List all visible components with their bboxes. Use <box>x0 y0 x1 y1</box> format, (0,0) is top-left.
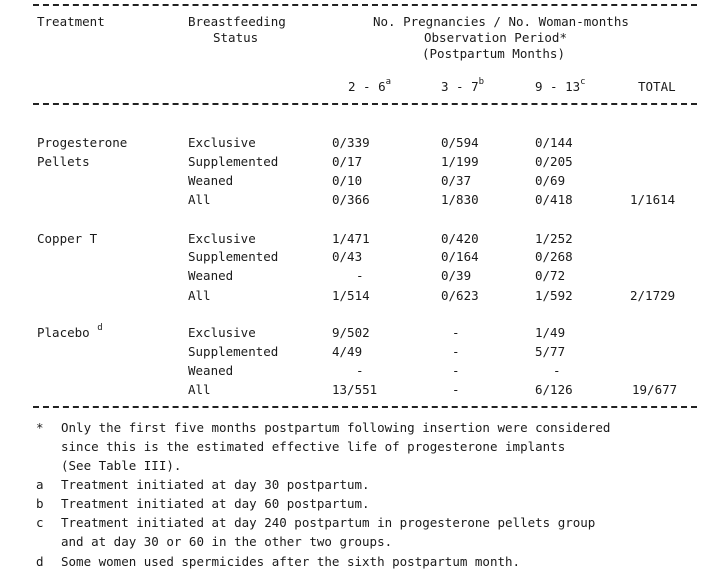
cell-value: 0/164 <box>441 249 479 264</box>
cell-value: 0/37 <box>441 173 472 188</box>
cell-value: 1/592 <box>535 288 573 303</box>
cell-value: 0/594 <box>441 135 479 150</box>
group-name-copper-t: Copper T <box>37 231 98 246</box>
group-name-progesterone-line2: Pellets <box>37 154 90 169</box>
cell-value: 9/502 <box>332 325 370 340</box>
status-label: Weaned <box>188 268 234 283</box>
cell-value: 6/126 <box>535 382 573 397</box>
footnote-mark: * <box>36 420 44 435</box>
cell-value: 0/43 <box>332 249 363 264</box>
cell-value: 13/551 <box>332 382 378 397</box>
cell-value: 0/205 <box>535 154 573 169</box>
cell-value: - <box>452 363 460 378</box>
cell-value: 1/199 <box>441 154 479 169</box>
footnote-text: Treatment initiated at day 240 postpartum in progesterone pellets group <box>61 515 596 530</box>
cell-value: - <box>452 382 460 397</box>
footnote-mark: a <box>36 477 44 492</box>
cell-value: 0/366 <box>332 192 370 207</box>
status-label: Weaned <box>188 173 234 188</box>
status-label: Exclusive <box>188 135 256 150</box>
status-label: Supplemented <box>188 154 279 169</box>
cell-total: 19/677 <box>632 382 678 397</box>
status-label: All <box>188 382 211 397</box>
header-bf-status-line2: Status <box>213 30 259 45</box>
cell-value: - <box>553 363 561 378</box>
footnote-text: Treatment initiated at day 60 postpartum. <box>61 496 370 511</box>
cell-value: 1/252 <box>535 231 573 246</box>
bottom-rule <box>33 406 697 408</box>
cell-value: - <box>356 268 364 283</box>
header-period-2: 3 - 7$^b$ <box>441 77 485 94</box>
status-label: Exclusive <box>188 231 256 246</box>
footnote-mark: c <box>36 515 44 530</box>
cell-value: 1/471 <box>332 231 370 246</box>
cell-total: 1/1614 <box>630 192 676 207</box>
header-rule <box>33 103 697 105</box>
status-label: All <box>188 288 211 303</box>
cell-value: 0/623 <box>441 288 479 303</box>
group-name-placebo: Placebo $^d$ <box>37 323 103 340</box>
cell-value: 1/830 <box>441 192 479 207</box>
header-period-3: 9 - 13$^c$ <box>535 77 586 94</box>
header-total: TOTAL <box>638 79 676 94</box>
cell-value: 1/49 <box>535 325 566 340</box>
cell-value: 0/268 <box>535 249 573 264</box>
cell-value: - <box>452 325 460 340</box>
cell-value: 0/72 <box>535 268 566 283</box>
cell-value: 0/144 <box>535 135 573 150</box>
header-observation-line3: (Postpartum Months) <box>422 46 565 61</box>
cell-value: 0/17 <box>332 154 363 169</box>
cell-value: 0/420 <box>441 231 479 246</box>
footnote-text: and at day 30 or 60 in the other two groups. <box>61 534 393 549</box>
footnote-text: Treatment initiated at day 30 postpartum. <box>61 477 370 492</box>
cell-value: 1/514 <box>332 288 370 303</box>
status-label: Supplemented <box>188 344 279 359</box>
cell-value: 0/69 <box>535 173 566 188</box>
cell-value: - <box>452 344 460 359</box>
footnote-mark: b <box>36 496 44 511</box>
footnote-mark: d <box>36 554 44 569</box>
cell-value: 5/77 <box>535 344 566 359</box>
cell-total: 2/1729 <box>630 288 676 303</box>
status-label: All <box>188 192 211 207</box>
status-label: Exclusive <box>188 325 256 340</box>
footnote-text: since this is the estimated effective life of progesterone implants <box>61 439 566 454</box>
footnote-text: Some women used spermicides after the sixth postpartum month. <box>61 554 521 569</box>
header-treatment: Treatment <box>37 14 105 29</box>
cell-value: 0/418 <box>535 192 573 207</box>
header-bf-status-line1: Breastfeeding <box>188 14 286 29</box>
cell-value: - <box>356 363 364 378</box>
group-name-progesterone-line1: Progesterone <box>37 135 128 150</box>
header-observation-line2: Observation Period* <box>424 30 567 45</box>
header-period-1: 2 - 6$^a$ <box>348 77 392 94</box>
status-label: Supplemented <box>188 249 279 264</box>
cell-value: 4/49 <box>332 344 363 359</box>
footnote-text: (See Table III). <box>61 458 182 473</box>
top-rule <box>33 4 697 6</box>
cell-value: 0/10 <box>332 173 363 188</box>
header-observation-line1: No. Pregnancies / No. Woman-months <box>373 14 629 29</box>
cell-value: 0/39 <box>441 268 472 283</box>
footnote-text: Only the first five months postpartum following insertion were considered <box>61 420 611 435</box>
status-label: Weaned <box>188 363 234 378</box>
cell-value: 0/339 <box>332 135 370 150</box>
